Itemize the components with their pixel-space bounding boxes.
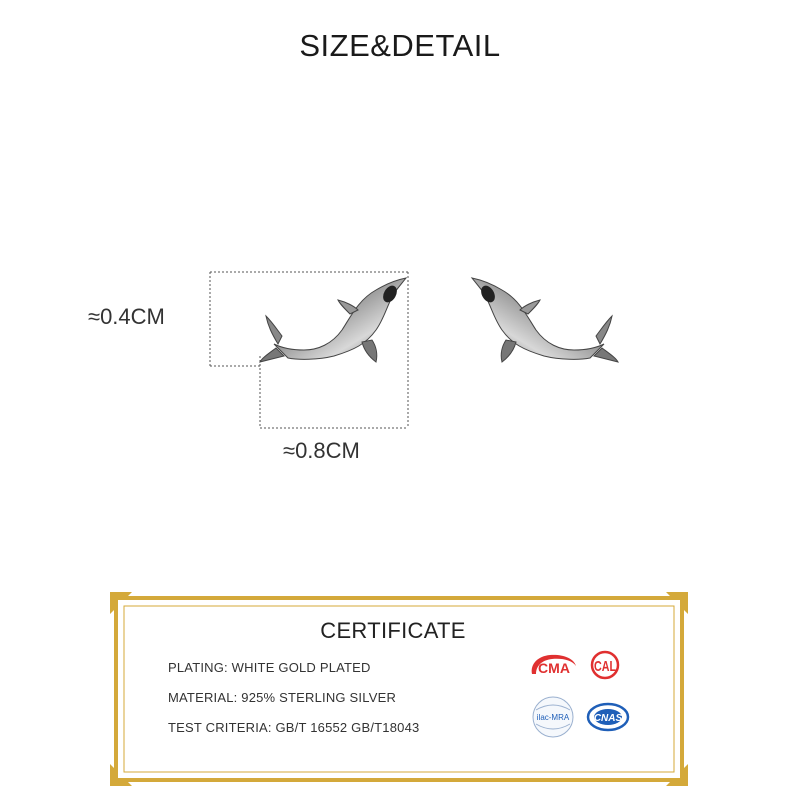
height-dimension-label: ≈0.4CM	[88, 304, 165, 329]
cma-logo-icon	[528, 650, 580, 680]
cma-logo-text: CMA	[538, 660, 570, 676]
cnas-logo-icon	[584, 700, 632, 734]
page-title: SIZE&DETAIL	[299, 28, 501, 63]
cal-logo-text: CAL	[594, 658, 616, 675]
certificate-title: CERTIFICATE	[320, 618, 466, 643]
cal-logo-icon	[588, 648, 622, 682]
ilac-mra-logo-text: ilac-MRA	[536, 713, 570, 722]
width-dimension-label: ≈0.8CM	[283, 438, 360, 463]
ilac-mra-logo-icon	[530, 694, 576, 740]
plating-line: PLATING: WHITE GOLD PLATED	[168, 660, 371, 675]
test-criteria-line: TEST CRITERIA: GB/T 16552 GB/T18043	[168, 720, 420, 735]
cnas-logo-text: CNAS	[593, 713, 623, 724]
material-line: MATERIAL: 925% STERLING SILVER	[168, 690, 397, 705]
